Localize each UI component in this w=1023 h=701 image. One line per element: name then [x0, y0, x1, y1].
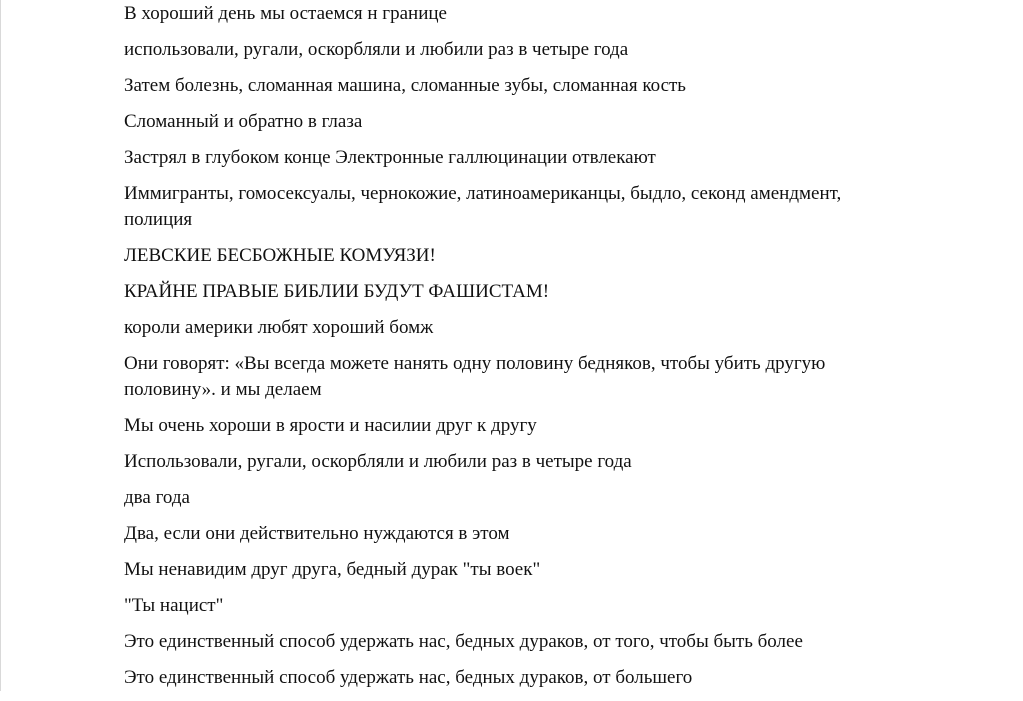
paragraph-line: использовали, ругали, оскорбляли и любили раз в четыре года: [124, 39, 629, 60]
paragraph-line: два года: [124, 487, 190, 508]
paragraph-line: Мы очень хороши в ярости и насилии друг к другу: [124, 415, 537, 436]
paragraph-line: Они говорят: «Вы всегда можете нанять одну половину бедняков, чтобы убить другую половину». и мы делаем: [124, 353, 826, 400]
paragraph-line: В хороший день мы остаемся н границе: [124, 3, 447, 24]
document-body: [124, 1, 904, 701]
page-left-border: [0, 0, 1, 691]
paragraph-line: Затем болезнь, сломанная машина, сломанные зубы, сломанная кость: [124, 75, 686, 96]
paragraph-line: короли америки любят хороший бомж: [124, 317, 434, 338]
paragraph-line: "Ты нацист": [124, 595, 224, 616]
paragraph-line: Использовали, ругали, оскорбляли и любили раз в четыре года: [124, 451, 632, 472]
paragraph-line: Это единственный способ удержать нас, бедных дураков, от того, чтобы быть более: [124, 631, 803, 652]
paragraph-line: Сломанный и обратно в глаза: [124, 111, 363, 132]
paragraph-line: ЛЕВСКИЕ БЕСБОЖНЫЕ КОМУЯЗИ!: [124, 245, 436, 266]
paragraph-line: Застрял в глубоком конце Электронные галлюцинации отвлекают: [124, 147, 656, 168]
paragraph-line: Мы ненавидим друг друга, бедный дурак "ты воек": [124, 559, 541, 580]
paragraph-line: Два, если они действительно нуждаются в этом: [124, 523, 510, 544]
paragraph-line: Это единственный способ удержать нас, бедных дураков, от большего: [124, 667, 693, 688]
paragraph-line: КРАЙНЕ ПРАВЫЕ БИБЛИИ БУДУТ ФАШИСТАМ!: [124, 281, 550, 302]
paragraph-line: Иммигранты, гомосексуалы, чернокожие, латиноамериканцы, быдло, секонд амендмент, полиция: [124, 183, 842, 230]
